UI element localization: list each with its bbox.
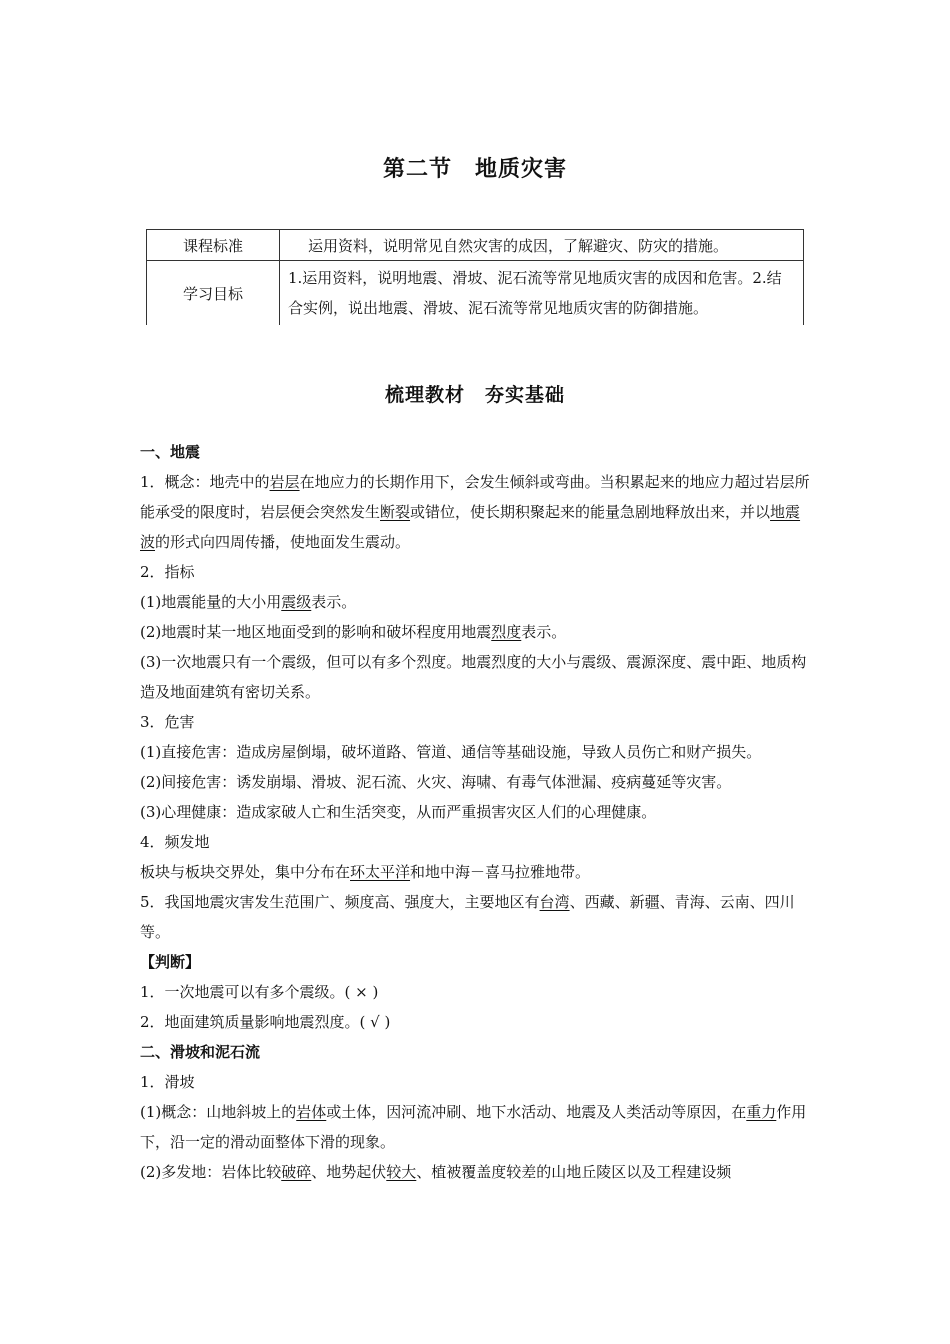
judge-item-2: 2．地面建筑质量影响地震烈度。( √ ) [140,1013,391,1031]
curriculum-standards-table [146,229,804,325]
table-row [147,230,804,261]
text-run: 5．我国地震灾害发生范围广、频度高、强度大，主要地区有 [140,893,540,911]
judge-item-1: 1．一次地震可以有多个震级。( × ) [140,983,379,1001]
learning-goal-label: 学习目标 [147,261,280,326]
text-run: 1．概念：地壳中的 [140,473,270,491]
frequent-area-text [140,857,812,887]
answer-blank: 破碎 [281,1163,312,1181]
answer-blank: 断裂 [380,503,411,521]
answer-blank: 烈度 [491,623,522,641]
text-run: 、植被覆盖度较差的山地丘陵区以及工程建设频 [416,1163,732,1181]
landslide-sub-heading: 1．滑坡 [140,1073,195,1091]
indicator-heading: 2．指标 [140,563,195,581]
indicator-intensity [140,617,812,647]
content-body [140,437,812,1187]
section-title: 梳理教材 夯实基础 [384,384,565,406]
text-run: 或错位，使长期积聚起来的能量急剧地释放出来，并以 [410,503,771,521]
course-standard-label: 课程标准 [147,230,280,261]
landslide-concept [140,1097,812,1157]
learning-goal-value: 1.运用资料，说明地震、滑坡、泥石流等常见地质灾害的成因和危害。2.结合实例，说出地震、滑坡、泥石流等常见地质灾害的防御措施。 [280,261,804,326]
answer-blank: 震级 [281,593,312,611]
text-run: 、地势起伏 [311,1163,387,1181]
table-row [147,261,804,326]
text-run: (2)多发地：岩体比较 [140,1163,282,1181]
harm-direct: (1)直接危害：造成房屋倒塌，破坏道路、管道、通信等基础设施，导致人员伤亡和财产损失。 [140,743,762,761]
earthquake-heading: 一、地震 [140,443,201,461]
harm-mental: (3)心理健康：造成家破人亡和生活突变，从而严重损害灾区人们的心理健康。 [140,803,657,821]
text-run: 板块与板块交界处，集中分布在 [140,863,351,881]
earthquake-concept [140,467,812,557]
frequent-area-heading: 4．频发地 [140,833,210,851]
judge-heading: 【判断】 [140,953,201,971]
text-run: 和地中海－喜马拉雅地带。 [410,863,591,881]
harm-heading: 3．危害 [140,713,195,731]
harm-indirect: (2)间接危害：诱发崩塌、滑坡、泥石流、火灾、海啸、有毒气体泄漏、疫病蔓延等灾害。 [140,773,732,791]
china-earthquake-text [140,887,812,947]
text-run: 的形式向四周传播，使地面发生震动。 [155,533,411,551]
text-run: 在地应力的长期作用下，会发生倾斜或弯曲。当积累起来的地应力超过岩层所能承受的限度时，岩层便会突然发生 [140,473,810,521]
indicator-relation: (3)一次地震只有一个震级，但可以有多个烈度。地震烈度的大小与震级、震源深度、震中距、地质构造及地面建筑有密切关系。 [140,653,807,701]
text-run: 或土体，因河流冲刷、地下水活动、地震及人类活动等原因，在 [326,1103,747,1121]
text-run: 作用下，沿一定的滑动面整体下滑的现象。 [140,1103,807,1151]
answer-blank: 环太平洋 [350,863,411,881]
answer-blank: 岩层 [269,473,300,491]
answer-blank: 地震波 [140,503,801,551]
page-title: 第二节 地质灾害 [382,157,567,182]
course-standard-value: 运用资料，说明常见自然灾害的成因，了解避灾、防灾的措施。 [280,230,804,261]
landslide-heading: 二、滑坡和泥石流 [140,1043,261,1061]
answer-blank: 较大 [386,1163,417,1181]
indicator-magnitude [140,587,812,617]
landslide-areas [140,1157,812,1187]
text-run: 表示。 [311,593,357,611]
text-run: (1)地震能量的大小用 [140,593,282,611]
answer-blank: 重力 [746,1103,777,1121]
text-run: 表示。 [521,623,567,641]
answer-blank: 岩体 [296,1103,327,1121]
text-run: (1)概念：山地斜坡上的 [140,1103,297,1121]
answer-blank: 台湾 [539,893,570,911]
text-run: 、西藏、新疆、青海、云南、四川等。 [140,893,795,941]
text-run: (2)地震时某一地区地面受到的影响和破坏程度用地震 [140,623,492,641]
